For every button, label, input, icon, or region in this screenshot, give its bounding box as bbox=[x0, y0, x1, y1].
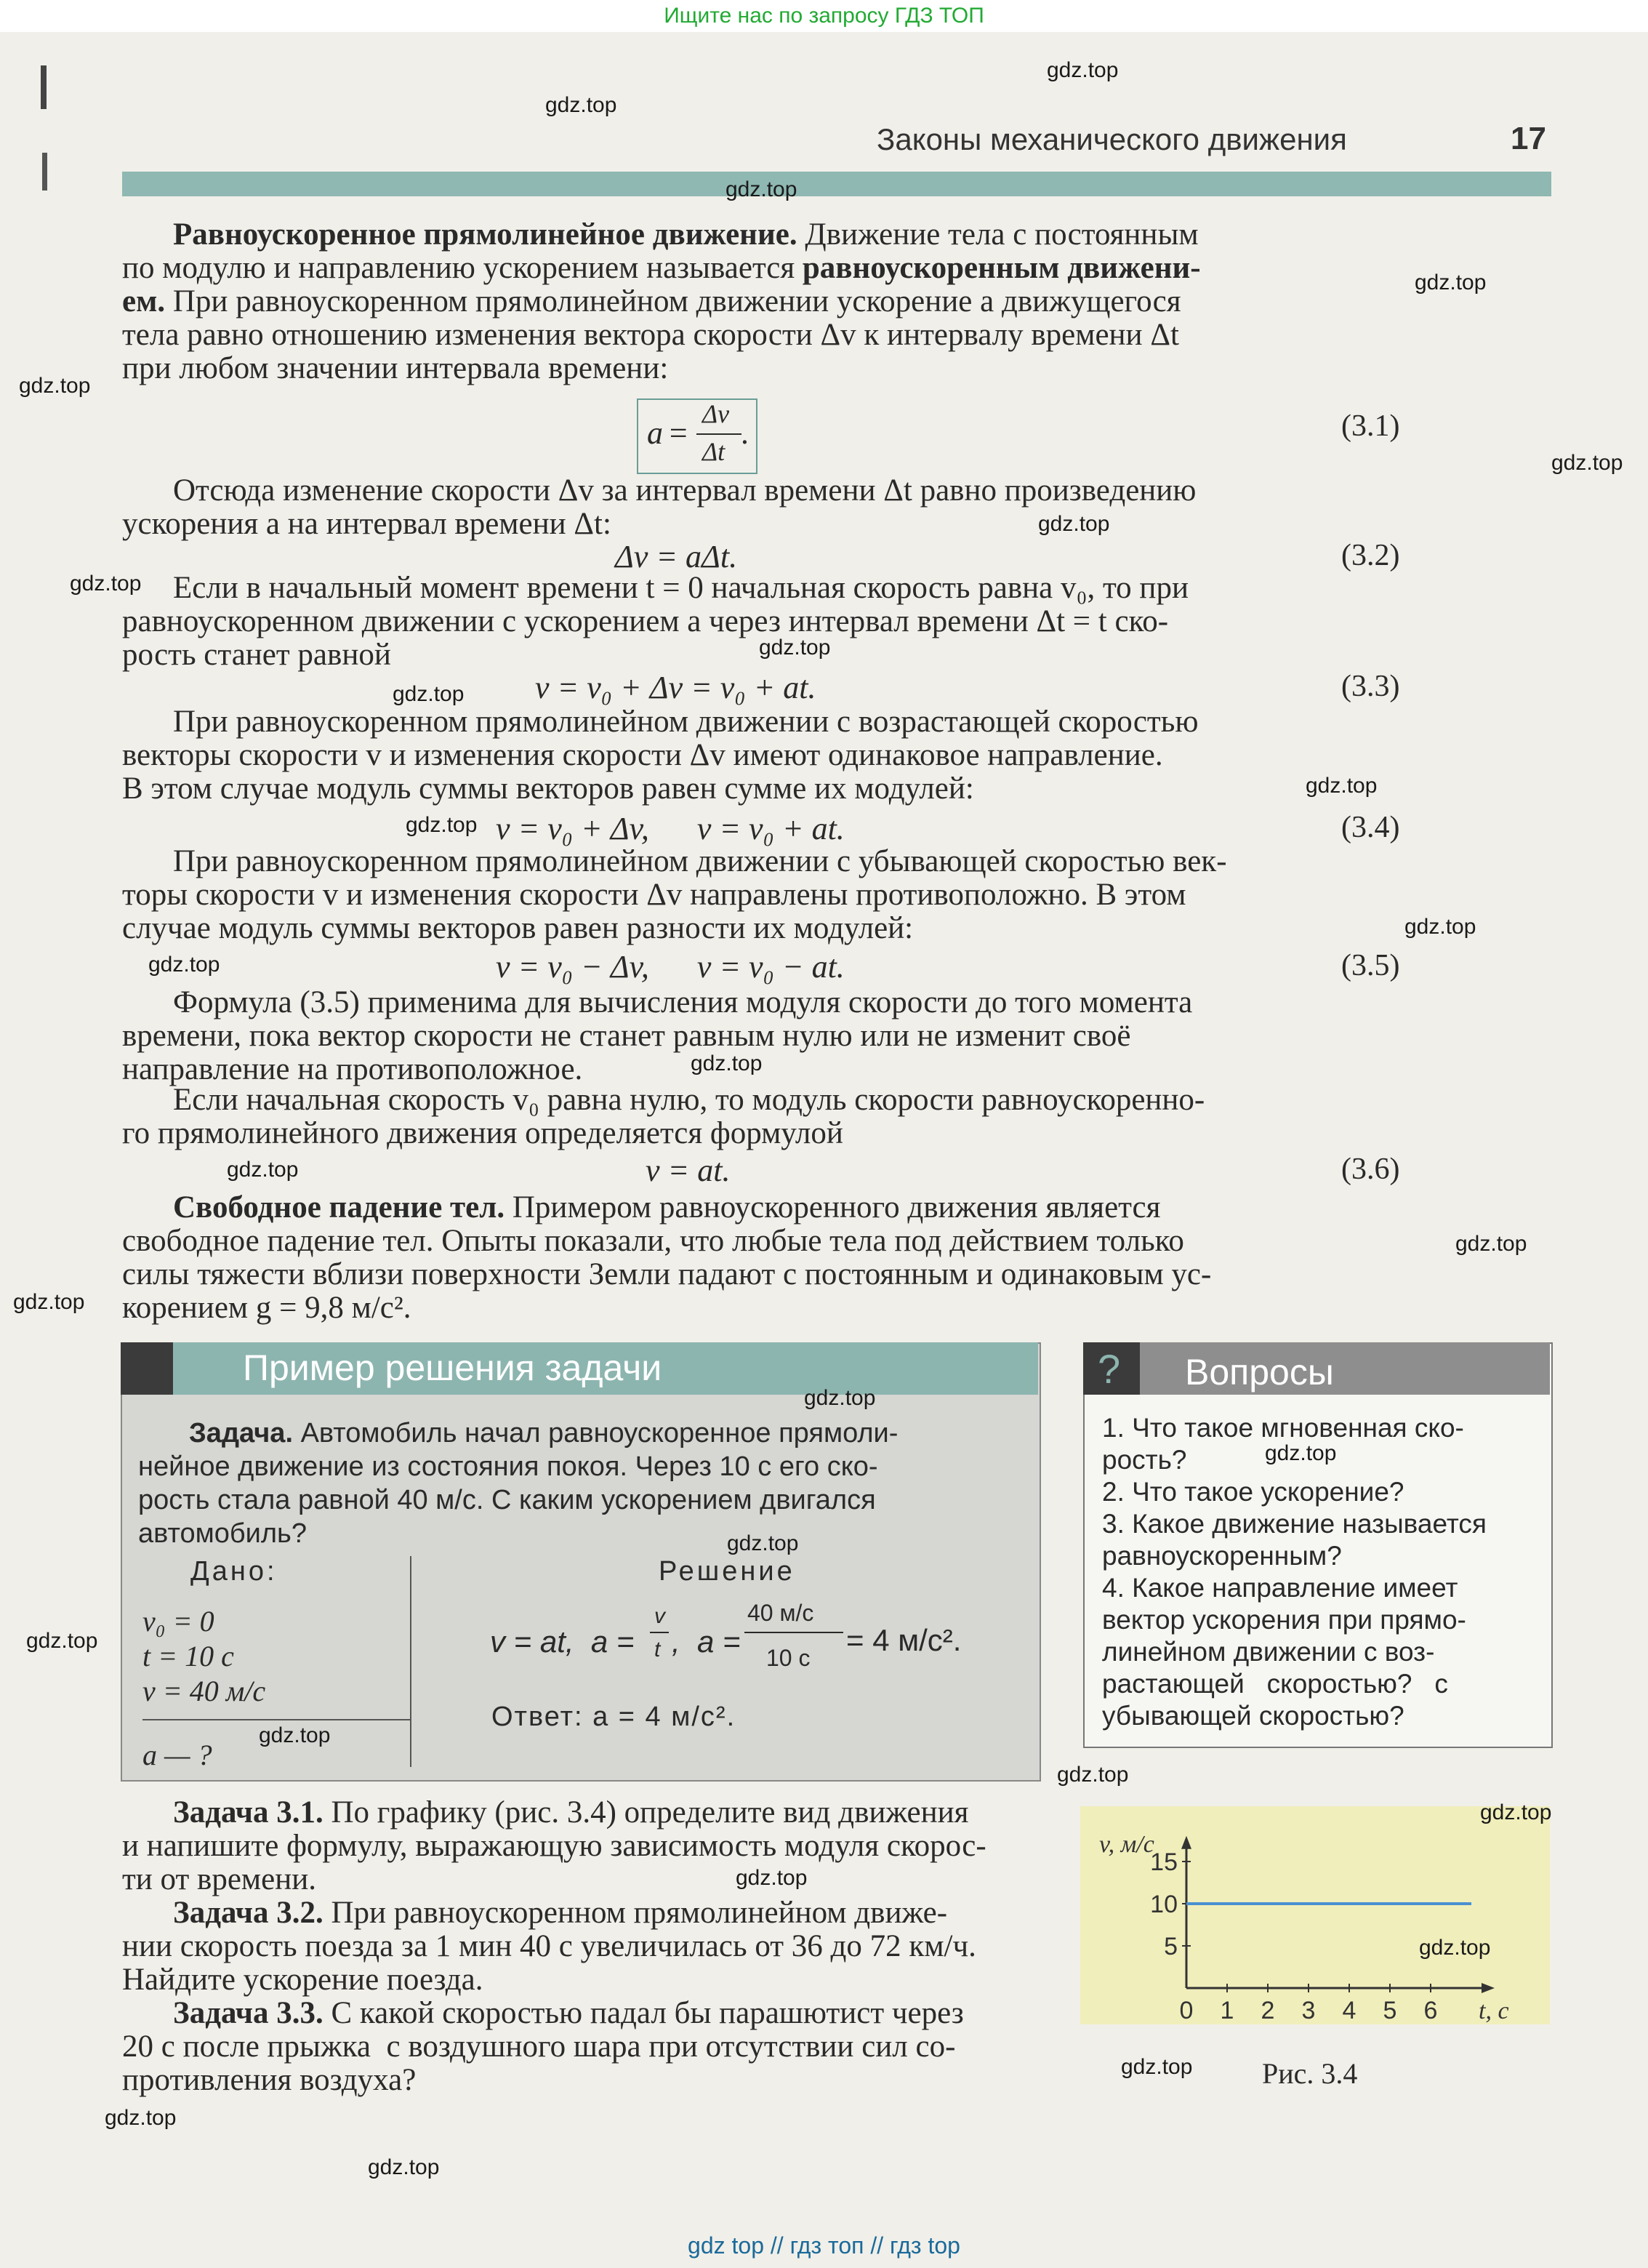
solution-title: Решение bbox=[659, 1556, 795, 1587]
watermark: gdz.top bbox=[1551, 451, 1623, 475]
example-task-line: Задача. Автомобиль начал равноускоренное прямоли- bbox=[189, 1418, 899, 1448]
watermark: gdz.top bbox=[1047, 58, 1119, 82]
questions-title: Вопросы bbox=[1185, 1352, 1334, 1393]
fraction-denominator: 10 с bbox=[766, 1645, 811, 1671]
question-line: линейном движении с воз- bbox=[1102, 1637, 1435, 1667]
equation-number: (3.1) bbox=[1341, 409, 1400, 443]
equation-number: (3.6) bbox=[1341, 1153, 1400, 1186]
formula-denominator: Δt bbox=[702, 437, 725, 466]
fraction-bar bbox=[696, 433, 741, 435]
watermark: gdz.top bbox=[1455, 1232, 1527, 1256]
divider-horizontal bbox=[142, 1719, 410, 1720]
page-number: 17 bbox=[1511, 121, 1546, 156]
watermark: gdz.top bbox=[26, 1629, 98, 1653]
question-line: 3. Какое движение называется bbox=[1102, 1509, 1487, 1539]
solution-formula: v = at, a = bbox=[490, 1624, 635, 1659]
formula: v = v₀ + Δv, v = v₀ + at. bbox=[496, 811, 845, 846]
text-line: ускорения a на интервал времени Δt: bbox=[122, 507, 611, 541]
header-bar bbox=[122, 172, 1551, 196]
question-line: 4. Какое направление имеет bbox=[1102, 1573, 1458, 1603]
watermark: gdz.top bbox=[725, 177, 797, 201]
text-line: при любом значении интервала времени: bbox=[122, 351, 669, 385]
formula: v = v₀ − Δv, v = v₀ − at. bbox=[496, 949, 845, 985]
given-value: v = 40 м/с bbox=[142, 1675, 266, 1707]
x-tick-label: 2 bbox=[1261, 1997, 1275, 2024]
watermark: gdz.top bbox=[1306, 774, 1378, 798]
running-head: Законы механического движения bbox=[877, 122, 1347, 156]
watermark: gdz.top bbox=[368, 2155, 440, 2179]
x-tick-label: 3 bbox=[1301, 1997, 1316, 2024]
x-axis-label: t, с bbox=[1479, 1997, 1509, 2024]
given-value: v₀ = 0 bbox=[142, 1605, 214, 1638]
figure-caption: Рис. 3.4 bbox=[1262, 2057, 1358, 2090]
fraction-bar bbox=[744, 1632, 843, 1633]
velocity-chart bbox=[1080, 1806, 1550, 2024]
x-tick-label: 4 bbox=[1342, 1997, 1356, 2024]
task-line: 20 с после прыжка с воздушного шара при отсутствии сил со- bbox=[122, 2029, 956, 2064]
watermark: gdz.top bbox=[545, 93, 617, 117]
example-task-line: рость стала равной 40 м/с. С каким ускорением двигался bbox=[138, 1485, 876, 1515]
y-tick-label: 15 bbox=[1150, 1848, 1178, 1876]
y-tick-label: 5 bbox=[1164, 1933, 1178, 1960]
equation-number: (3.5) bbox=[1341, 949, 1400, 982]
given-title: Дано: bbox=[190, 1556, 278, 1587]
equation-number: (3.2) bbox=[1341, 539, 1400, 572]
watermark: gdz.top bbox=[1265, 1441, 1337, 1465]
watermark: gdz.top bbox=[393, 682, 465, 706]
task-line: Задача 3.3. С какой скоростью падал бы парашютист через bbox=[173, 1996, 964, 2030]
watermark: gdz.top bbox=[736, 1866, 808, 1890]
question-line: равноускоренным? bbox=[1102, 1541, 1342, 1571]
text-line: В этом случае модуль суммы векторов равен сумме их модулей: bbox=[122, 772, 974, 806]
text-line: При равноускоренном прямолинейном движении с возрастающей скоростью bbox=[173, 705, 1199, 739]
fraction-bar bbox=[650, 1632, 669, 1633]
solution-answer: Ответ: a = 4 м/с². bbox=[491, 1702, 736, 1732]
watermark: gdz.top bbox=[1480, 1800, 1552, 1824]
text-line: по модулю и направлению ускорением называется равноускоренным движени- bbox=[122, 251, 1201, 285]
example-title: Пример решения задачи bbox=[243, 1347, 662, 1388]
text-line: ем. При равноускоренном прямолинейном движении ускорение a движущегося bbox=[122, 284, 1181, 318]
formula-equals: = bbox=[667, 415, 689, 451]
given-value: t = 10 с bbox=[142, 1640, 234, 1672]
question-line: 2. Что такое ускорение? bbox=[1102, 1477, 1404, 1507]
text-line: свободное падение тел. Опыты показали, что любые тела под действием только bbox=[122, 1224, 1184, 1258]
watermark: gdz.top bbox=[1038, 512, 1110, 536]
question-line: 1. Что такое мгновенная ско- bbox=[1102, 1413, 1464, 1443]
task-line: Задача 3.1. По графику (рис. 3.4) определите вид движения bbox=[173, 1795, 969, 1830]
text-line: Свободное падение тел. Примером равноускоренного движения является bbox=[173, 1190, 1161, 1225]
text-line: го прямолинейного движения определяется формулой bbox=[122, 1116, 843, 1150]
watermark: gdz.top bbox=[70, 572, 142, 596]
watermark: gdz.top bbox=[1415, 271, 1487, 294]
watermark: gdz.top bbox=[759, 636, 831, 660]
watermark: gdz.top bbox=[13, 1290, 85, 1314]
text-line: силы тяжести вблизи поверхности Земли падают с постоянным и одинаковым ус- bbox=[122, 1257, 1212, 1291]
watermark: gdz.top bbox=[227, 1158, 299, 1182]
fraction-numerator: 40 м/с bbox=[747, 1600, 814, 1626]
watermark: gdz.top bbox=[1121, 2055, 1193, 2079]
formula-numerator: Δv bbox=[702, 399, 730, 428]
watermark: gdz.top bbox=[727, 1531, 799, 1555]
formula: Δv = aΔt. bbox=[615, 539, 738, 574]
question-line: вектор ускорения при прямо- bbox=[1102, 1605, 1466, 1635]
top-banner[interactable]: Ищите нас по запросу ГДЗ ТОП bbox=[0, 0, 1648, 32]
task-line: и напишите формулу, выражающую зависимость модуля скорос- bbox=[122, 1829, 986, 1863]
text-line: При равноускоренном прямолинейном движении с убывающей скоростью век- bbox=[173, 844, 1227, 878]
text-line: рость станет равной bbox=[122, 638, 391, 672]
divider-vertical bbox=[410, 1556, 411, 1767]
text-line: тела равно отношению изменения вектора скорости Δv к интервалу времени Δt bbox=[122, 318, 1179, 352]
solution-result: = 4 м/с². bbox=[846, 1623, 962, 1657]
solution-formula: , a = bbox=[672, 1624, 741, 1659]
watermark: gdz.top bbox=[148, 953, 220, 977]
task-line: Найдите ускорение поезда. bbox=[122, 1963, 483, 1997]
text-line: торы скорости v и изменения скорости Δv направлены противоположно. В этом bbox=[122, 878, 1186, 912]
formula-lhs: a bbox=[647, 415, 663, 451]
text-line: Если начальная скорость v₀ равна нулю, то модуль скорости равноускоренно- bbox=[173, 1083, 1205, 1117]
text-line: векторы скорости v и изменения скорости Δv имеют одинаковое направление. bbox=[122, 738, 1163, 772]
example-task-line: нейное движение из состояния покоя. Через 10 с его ско- bbox=[138, 1451, 878, 1482]
task-line: нии скорость поезда за 1 мин 40 с увеличилась от 36 до 72 км/ч. bbox=[122, 1929, 976, 1963]
text-line: Формула (3.5) применима для вычисления модуля скорости до того момента bbox=[173, 985, 1193, 1019]
equation-number: (3.4) bbox=[1341, 811, 1400, 844]
question-line: рость? bbox=[1102, 1445, 1187, 1475]
text-line: направление на противоположное. bbox=[122, 1052, 583, 1086]
watermark: gdz.top bbox=[691, 1051, 763, 1075]
text-line: равноускоренном движении с ускорением a через интервал времени Δt = t ско- bbox=[122, 604, 1169, 638]
formula: v = v₀ + Δv = v₀ + at. bbox=[535, 670, 816, 705]
x-tick-label: 0 bbox=[1179, 1997, 1194, 2024]
x-tick-label: 6 bbox=[1423, 1997, 1438, 2024]
y-axis-label: v, м/с bbox=[1099, 1830, 1154, 1858]
binding-mark bbox=[42, 153, 47, 191]
task-line: ти от времени. bbox=[122, 1862, 316, 1896]
text-line: времени, пока вектор скорости не станет равным нулю или не изменит своё bbox=[122, 1019, 1131, 1053]
formula-period: . bbox=[741, 415, 749, 451]
find-value: a — ? bbox=[142, 1739, 212, 1771]
watermark: gdz.top bbox=[406, 813, 478, 837]
task-line: Задача 3.2. При равноускоренном прямолинейном движе- bbox=[173, 1896, 948, 1930]
example-task-line: автомобиль? bbox=[138, 1518, 307, 1549]
watermark: gdz.top bbox=[259, 1723, 331, 1747]
question-line: растающей скоростью? с bbox=[1102, 1669, 1448, 1699]
watermark: gdz.top bbox=[1057, 1763, 1129, 1787]
x-tick-label: 1 bbox=[1220, 1997, 1234, 2024]
text-line: Равноускоренное прямолинейное движение. Движение тела с постоянным bbox=[173, 217, 1199, 252]
fraction-numerator: v bbox=[654, 1604, 665, 1628]
equation-number: (3.3) bbox=[1341, 670, 1400, 703]
watermark: gdz.top bbox=[1404, 915, 1476, 939]
x-axis-arrow bbox=[1482, 1983, 1495, 1993]
task-line: противления воздуха? bbox=[122, 2063, 417, 2097]
question-line: убывающей скоростью? bbox=[1102, 1701, 1404, 1731]
example-header-marker bbox=[121, 1342, 173, 1395]
formula: v = at. bbox=[646, 1153, 731, 1188]
text-line: Отсюда изменение скорости Δv за интервал времени Δt равно произведению bbox=[173, 473, 1197, 508]
watermark: gdz.top bbox=[19, 374, 91, 398]
text-line: корением g = 9,8 м/с². bbox=[122, 1291, 411, 1325]
y-tick-label: 10 bbox=[1150, 1891, 1178, 1918]
bottom-links[interactable]: gdz top // гдз топ // гдз top bbox=[688, 2232, 960, 2259]
watermark: gdz.top bbox=[105, 2106, 177, 2130]
text-line: Если в начальный момент времени t = 0 начальная скорость равна v₀, то при bbox=[173, 571, 1189, 605]
y-axis-arrow bbox=[1181, 1836, 1191, 1849]
binding-mark bbox=[41, 65, 47, 109]
watermark: gdz.top bbox=[804, 1386, 876, 1410]
fraction-denominator: t bbox=[654, 1638, 661, 1662]
x-tick-label: 5 bbox=[1383, 1997, 1397, 2024]
question-mark-icon: ? bbox=[1098, 1346, 1121, 1392]
watermark: gdz.top bbox=[1419, 1936, 1491, 1960]
text-line: случае модуль суммы векторов равен разности их модулей: bbox=[122, 911, 914, 945]
